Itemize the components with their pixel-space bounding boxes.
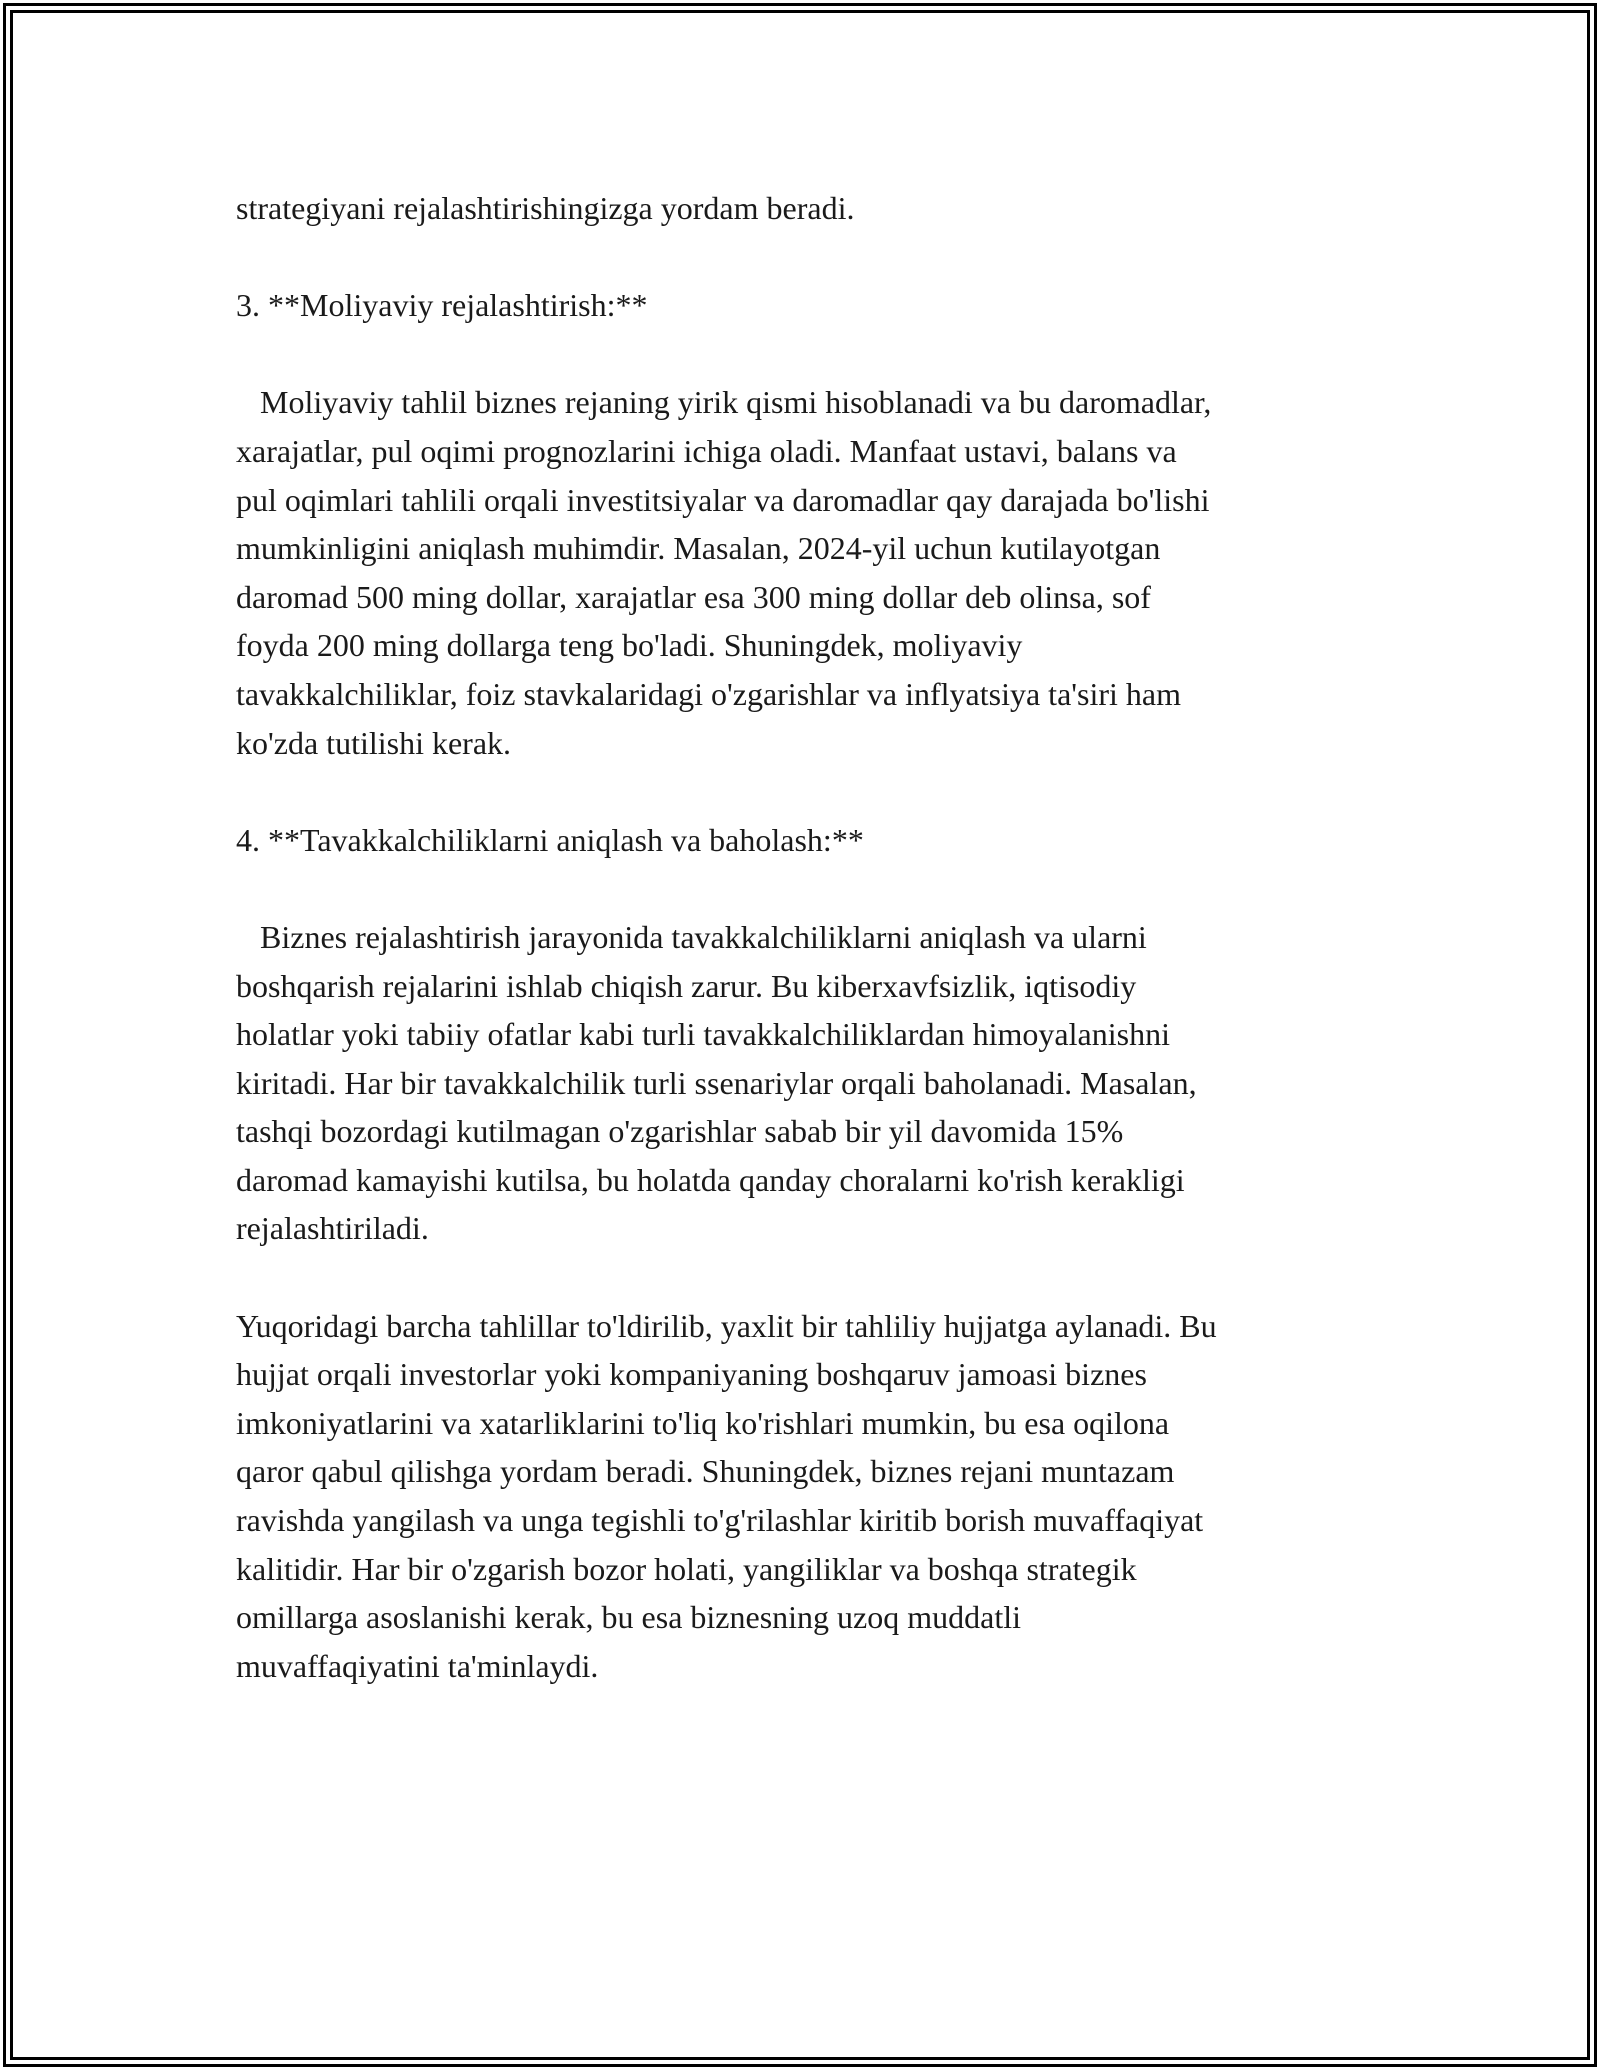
section-3-paragraph — [236, 378, 1376, 767]
document-body — [236, 184, 1376, 1690]
text-line: foyda 200 ming dollarga teng bo'ladi. Shuningdek, moliyaviy — [236, 627, 1023, 664]
text-line: rejalashtiriladi. — [236, 1210, 429, 1247]
intro-tail-paragraph — [236, 184, 1376, 233]
text-line: imkoniyatlarini va xatarliklarini to'liq ko'rishlari mumkin, bu esa oqilona — [236, 1404, 1170, 1441]
text-line: boshqarish rejalarini ishlab chiqish zarur. Bu kiberxavfsizlik, iqtisodiy — [236, 967, 1137, 1004]
conclusion-paragraph — [236, 1302, 1376, 1691]
heading-line: 4. **Tavakkalchiliklarni aniqlash va baholash:** — [236, 821, 864, 858]
text-line: mumkinligini aniqlash muhimdir. Masalan, 2024-yil uchun kutilayotgan — [236, 530, 1161, 567]
text-line: pul oqimlari tahlili orqali investitsiyalar va daromadlar qay darajada bo'lishi — [236, 481, 1210, 518]
text-line: tashqi bozordagi kutilmagan o'zgarishlar sabab bir yil davomida 15% — [236, 1113, 1124, 1150]
section-4-paragraph — [236, 913, 1376, 1253]
text-line: muvaffaqiyatini ta'minlaydi. — [236, 1647, 599, 1684]
text-line: Moliyaviy tahlil biznes rejaning yirik qismi hisoblanadi va bu daromadlar, — [236, 384, 1212, 421]
text-line: Yuqoridagi barcha tahlillar to'ldirilib, yaxlit bir tahliliy hujjatga aylanadi. Bu — [236, 1307, 1217, 1344]
text-line: ko'zda tutilishi kerak. — [236, 724, 512, 761]
text-line: holatlar yoki tabiiy ofatlar kabi turli tavakkalchiliklardan himoyalanishni — [236, 1016, 1170, 1053]
text-line: kalitidir. Har bir o'zgarish bozor holati, yangiliklar va boshqa strategik — [236, 1550, 1137, 1587]
section-heading-3 — [236, 281, 1376, 330]
text-line: xarajatlar, pul oqimi prognozlarini ichiga oladi. Manfaat ustavi, balans va — [236, 432, 1177, 469]
text-line: omillarga asoslanishi kerak, bu esa biznesning uzoq muddatli — [236, 1599, 1022, 1636]
paragraph-gap — [236, 330, 1376, 379]
text-line: qaror qabul qilishga yordam beradi. Shuningdek, biznes rejani muntazam — [236, 1453, 1175, 1490]
paragraph-gap — [236, 233, 1376, 282]
text-line: daromad kamayishi kutilsa, bu holatda qanday choralarni ko'rish kerakligi — [236, 1161, 1185, 1198]
heading-line: 3. **Moliyaviy rejalashtirish:** — [236, 287, 648, 324]
text-line: Biznes rejalashtirish jarayonida tavakkalchiliklarni aniqlash va ularni — [236, 918, 1147, 955]
text-line: kiritadi. Har bir tavakkalchilik turli ssenariylar orqali baholanadi. Masalan, — [236, 1064, 1197, 1101]
text-line: tavakkalchiliklar, foiz stavkalaridagi o'zgarishlar va inflyatsiya ta'siri ham — [236, 675, 1182, 712]
text-line: strategiyani rejalashtirishingizga yordam beradi. — [236, 190, 855, 226]
text-line: daromad 500 ming dollar, xarajatlar esa 300 ming dollar deb olinsa, sof — [236, 578, 1151, 615]
text-line: ravishda yangilash va unga tegishli to'g'rilashlar kiritib borish muvaffaqiyat — [236, 1502, 1204, 1539]
paragraph-gap — [236, 767, 1376, 816]
paragraph-gap — [236, 1253, 1376, 1302]
text-line: hujjat orqali investorlar yoki kompaniyaning boshqaruv jamoasi biznes — [236, 1356, 1147, 1393]
paragraph-gap — [236, 864, 1376, 913]
section-heading-4 — [236, 816, 1376, 865]
